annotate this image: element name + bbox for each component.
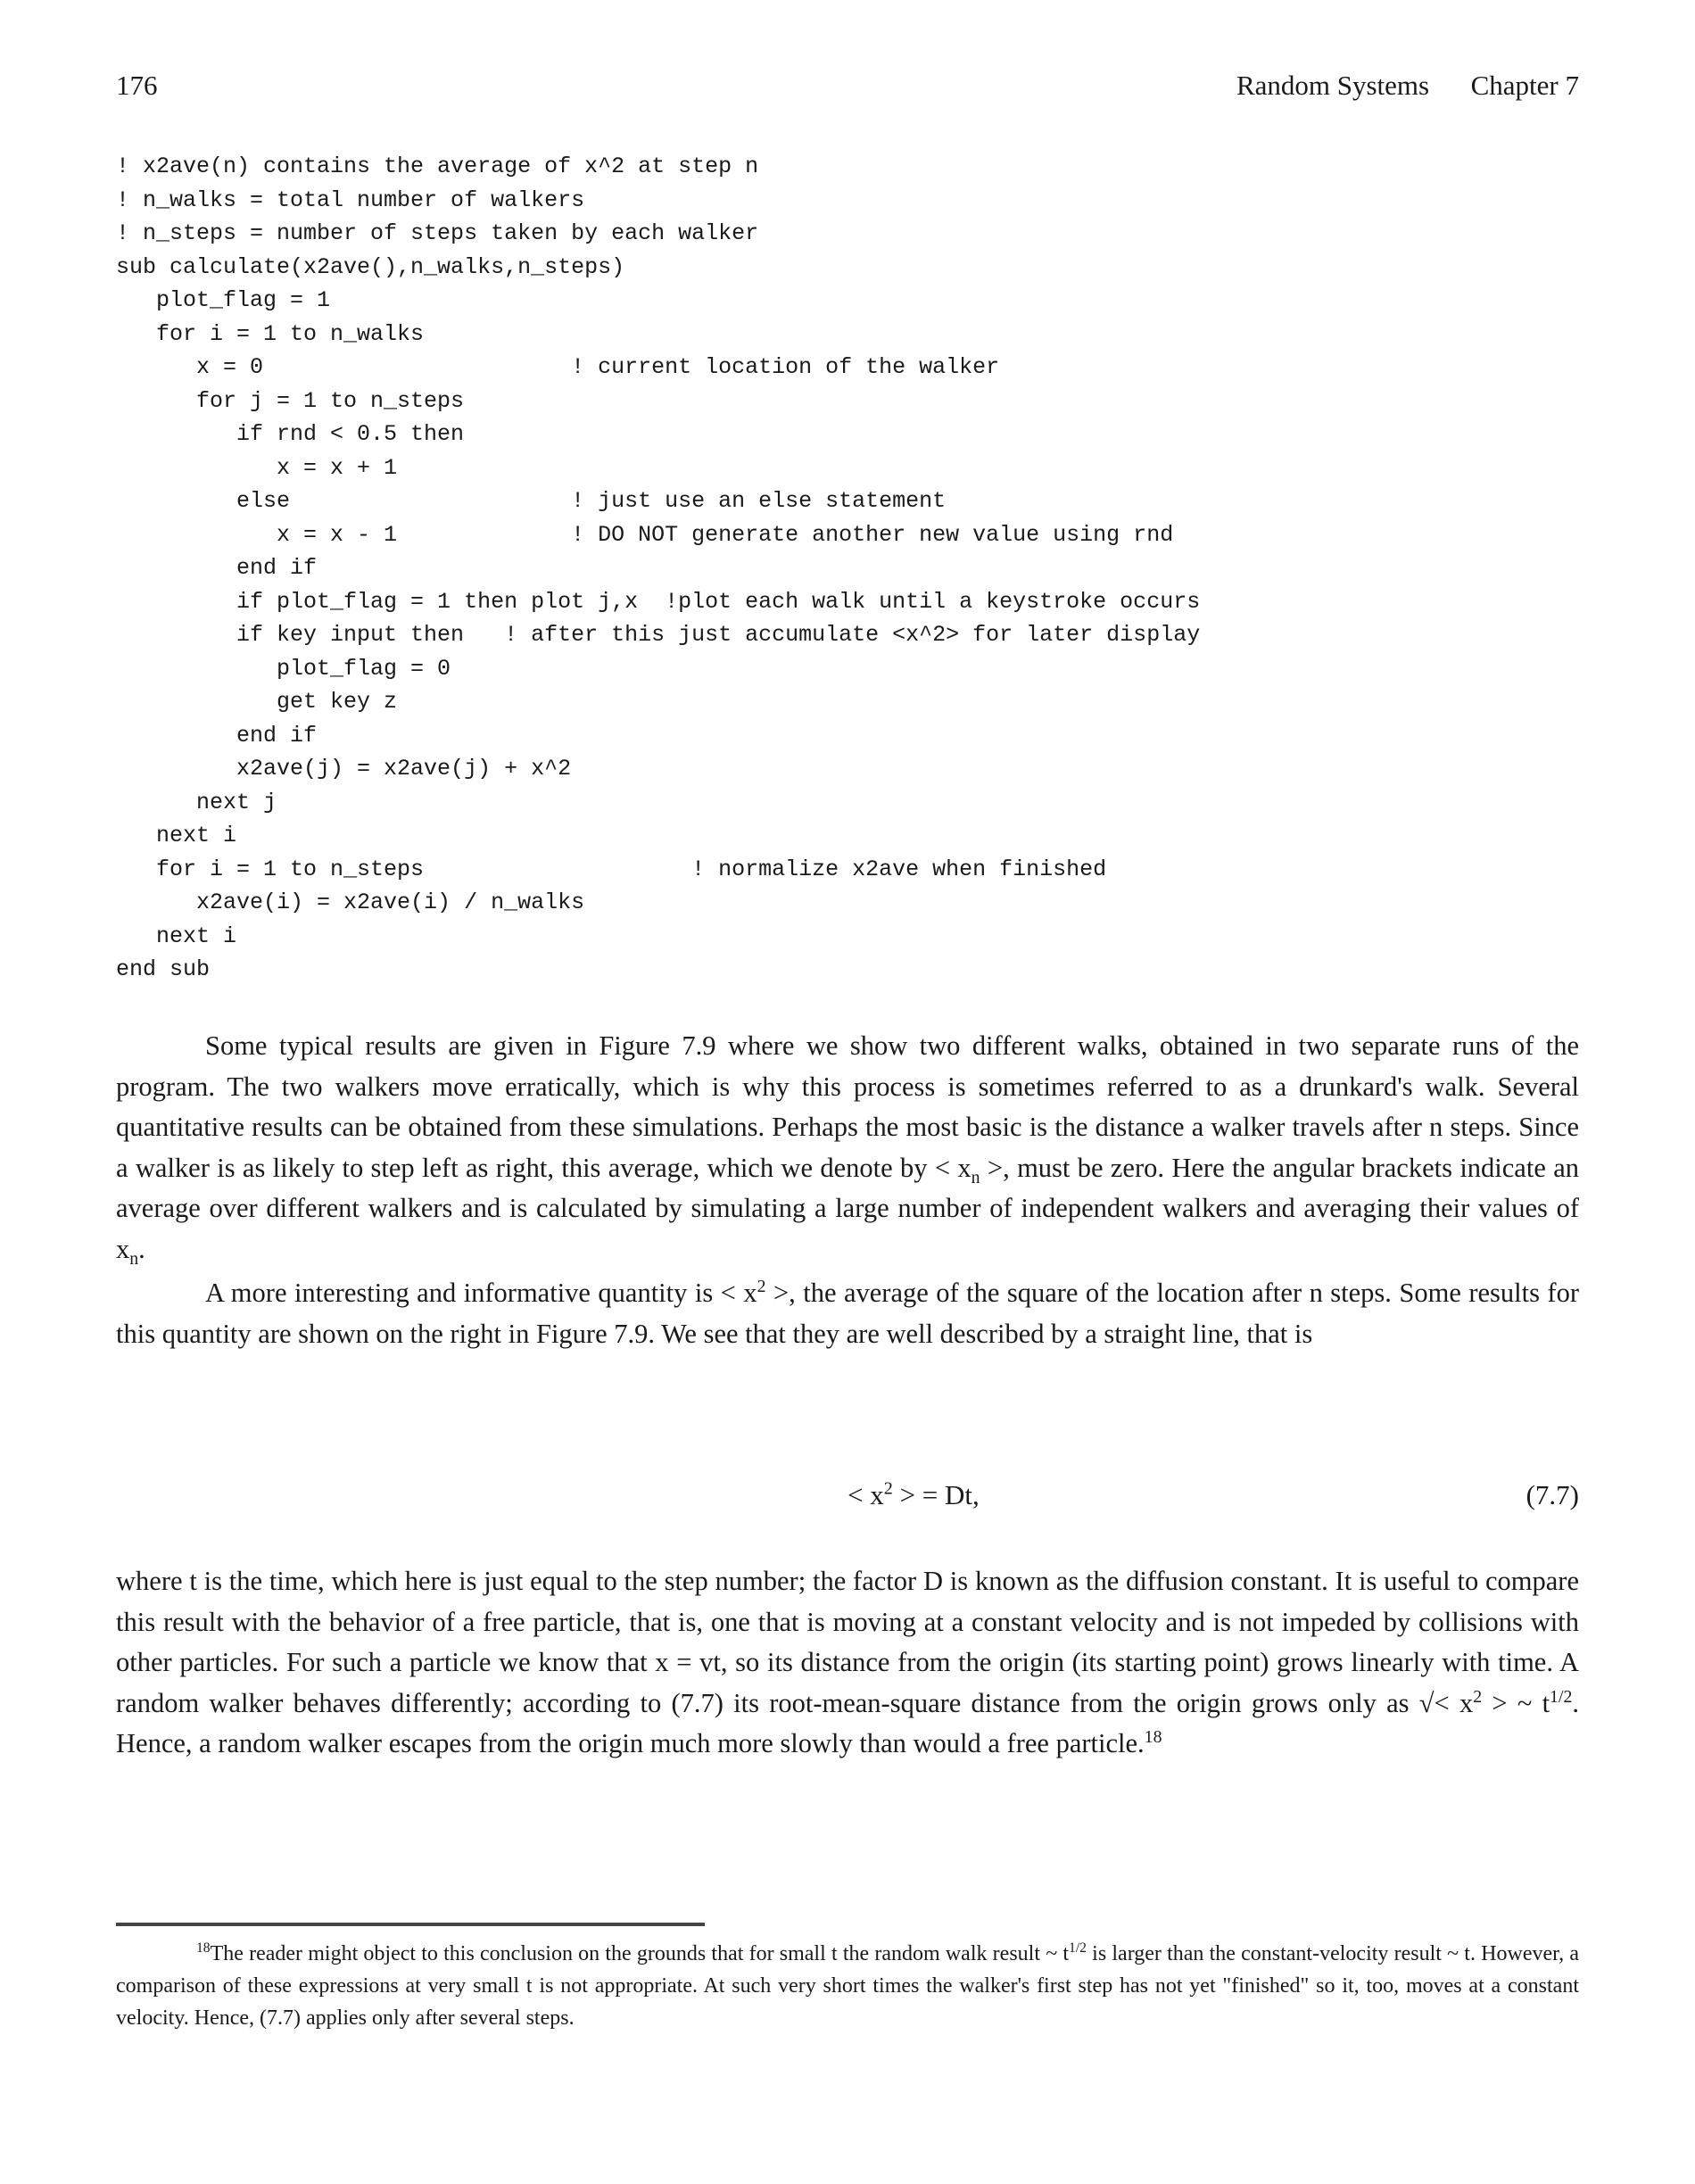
code-line: next i bbox=[116, 922, 237, 949]
code-line: for j = 1 to n_steps bbox=[116, 387, 465, 414]
code-line: for i = 1 to n_steps ! normalize x2ave when finished bbox=[116, 856, 1107, 882]
footnote: $^{18}$The reader might object to this conclusion on the grounds that for small t the random walk result ~ $t^{1/2}$ is larger than the constant-velocity result ~ t. However, a comparison of these expressions at very small t is not appropriate. At such very short times the walker's first step has not yet "finished" so it, too, moves at a constant velocity. Hence, (7.7) applies only after several steps. bbox=[116, 1940, 1579, 2030]
running-title: Random Systems Chapter 7 bbox=[1236, 70, 1579, 101]
code-line: next j bbox=[116, 789, 277, 815]
equation-number: (7.7) bbox=[1526, 1479, 1579, 1510]
code-line: next i bbox=[116, 823, 237, 848]
equation bbox=[116, 1479, 1579, 1533]
equation-expression: < $x^2$ > = Dt, bbox=[848, 1478, 980, 1510]
code-line: ! x2ave(n) contains the average of x^2 at step n bbox=[116, 153, 759, 179]
code-line: x = 0 ! current location of the walker bbox=[116, 354, 1000, 380]
code-line: if key input then ! after this just accumulate <x^2> for later display bbox=[116, 622, 1201, 648]
body-text bbox=[116, 1026, 1579, 1354]
code-line: end sub bbox=[116, 956, 211, 982]
page-number: 176 bbox=[116, 70, 158, 101]
code-line: x2ave(i) = x2ave(i) / n_walks bbox=[116, 889, 585, 915]
paragraph: Some typical results are given in Figure 7.9 where we show two different walks, obtained in two separate runs of the program. The two walkers move erratically, which is why this process is sometimes referred to as a drunkard's walk. Several quantitative results can be obtained from these simulations. Perhaps the most basic is the distance a walker travels after n steps. Since a walker is as likely to step left as right, this average, which we denote by < $x_n$ >, must be zero. Here the angular brackets indicate an average over different walkers and is calculated by simulating a large number of independent walkers and averaging their values of $x_n$. bbox=[116, 1030, 1579, 1269]
code-line: end if bbox=[116, 555, 318, 581]
page-header bbox=[116, 70, 1579, 105]
footnote-divider bbox=[116, 1923, 705, 1926]
code-line: if plot_flag = 1 then plot j,x !plot each walk until a keystroke occurs bbox=[116, 588, 1201, 615]
code-line: x = x + 1 bbox=[116, 454, 398, 481]
code-line: if rnd < 0.5 then bbox=[116, 421, 465, 447]
paragraph: where t is the time, which here is just equal to the step number; the factor D is known as the diffusion constant. It is useful to compare this result with the behavior of a free particle, that is, one that is moving at a constant velocity and is not impeded by collisions with other particles. For such a particle we know that x = vt, so its distance from the origin (its starting point) grows linearly with time. A random walker behaves differently; according to (7.7) its root-mean-square distance from the origin grows only as √< $x^2$ > ~ $t^{1/2}$. Hence, a random walker escapes from the origin much more slowly than would a free particle.$^{18}$ bbox=[116, 1566, 1579, 1758]
footnote-reference: 18 bbox=[1144, 1726, 1162, 1747]
code-line: ! n_steps = number of steps taken by each walker bbox=[116, 220, 759, 246]
code-line: sub calculate(x2ave(),n_walks,n_steps) bbox=[116, 253, 625, 280]
code-listing bbox=[116, 150, 1588, 987]
code-line: plot_flag = 0 bbox=[116, 655, 451, 682]
code-line: x2ave(j) = x2ave(j) + x^2 bbox=[116, 756, 572, 782]
paragraph: A more interesting and informative quantity is < $x^2$ >, the average of the square of the location after n steps. Some results for this quantity are shown on the right in Figure 7.9. We see that they are well described by a straight line, that is bbox=[116, 1276, 1579, 1349]
body-text-continued bbox=[116, 1561, 1579, 1765]
code-line: ! n_walks = total number of walkers bbox=[116, 186, 585, 213]
code-line: end if bbox=[116, 722, 318, 749]
code-line: x = x - 1 ! DO NOT generate another new value using rnd bbox=[116, 521, 1174, 548]
code-line: for i = 1 to n_walks bbox=[116, 320, 425, 347]
footnote-mark: 18 bbox=[196, 1940, 211, 1956]
code-line: get key z bbox=[116, 689, 398, 715]
code-line: else ! just use an else statement bbox=[116, 488, 947, 514]
code-line: plot_flag = 1 bbox=[116, 287, 331, 313]
